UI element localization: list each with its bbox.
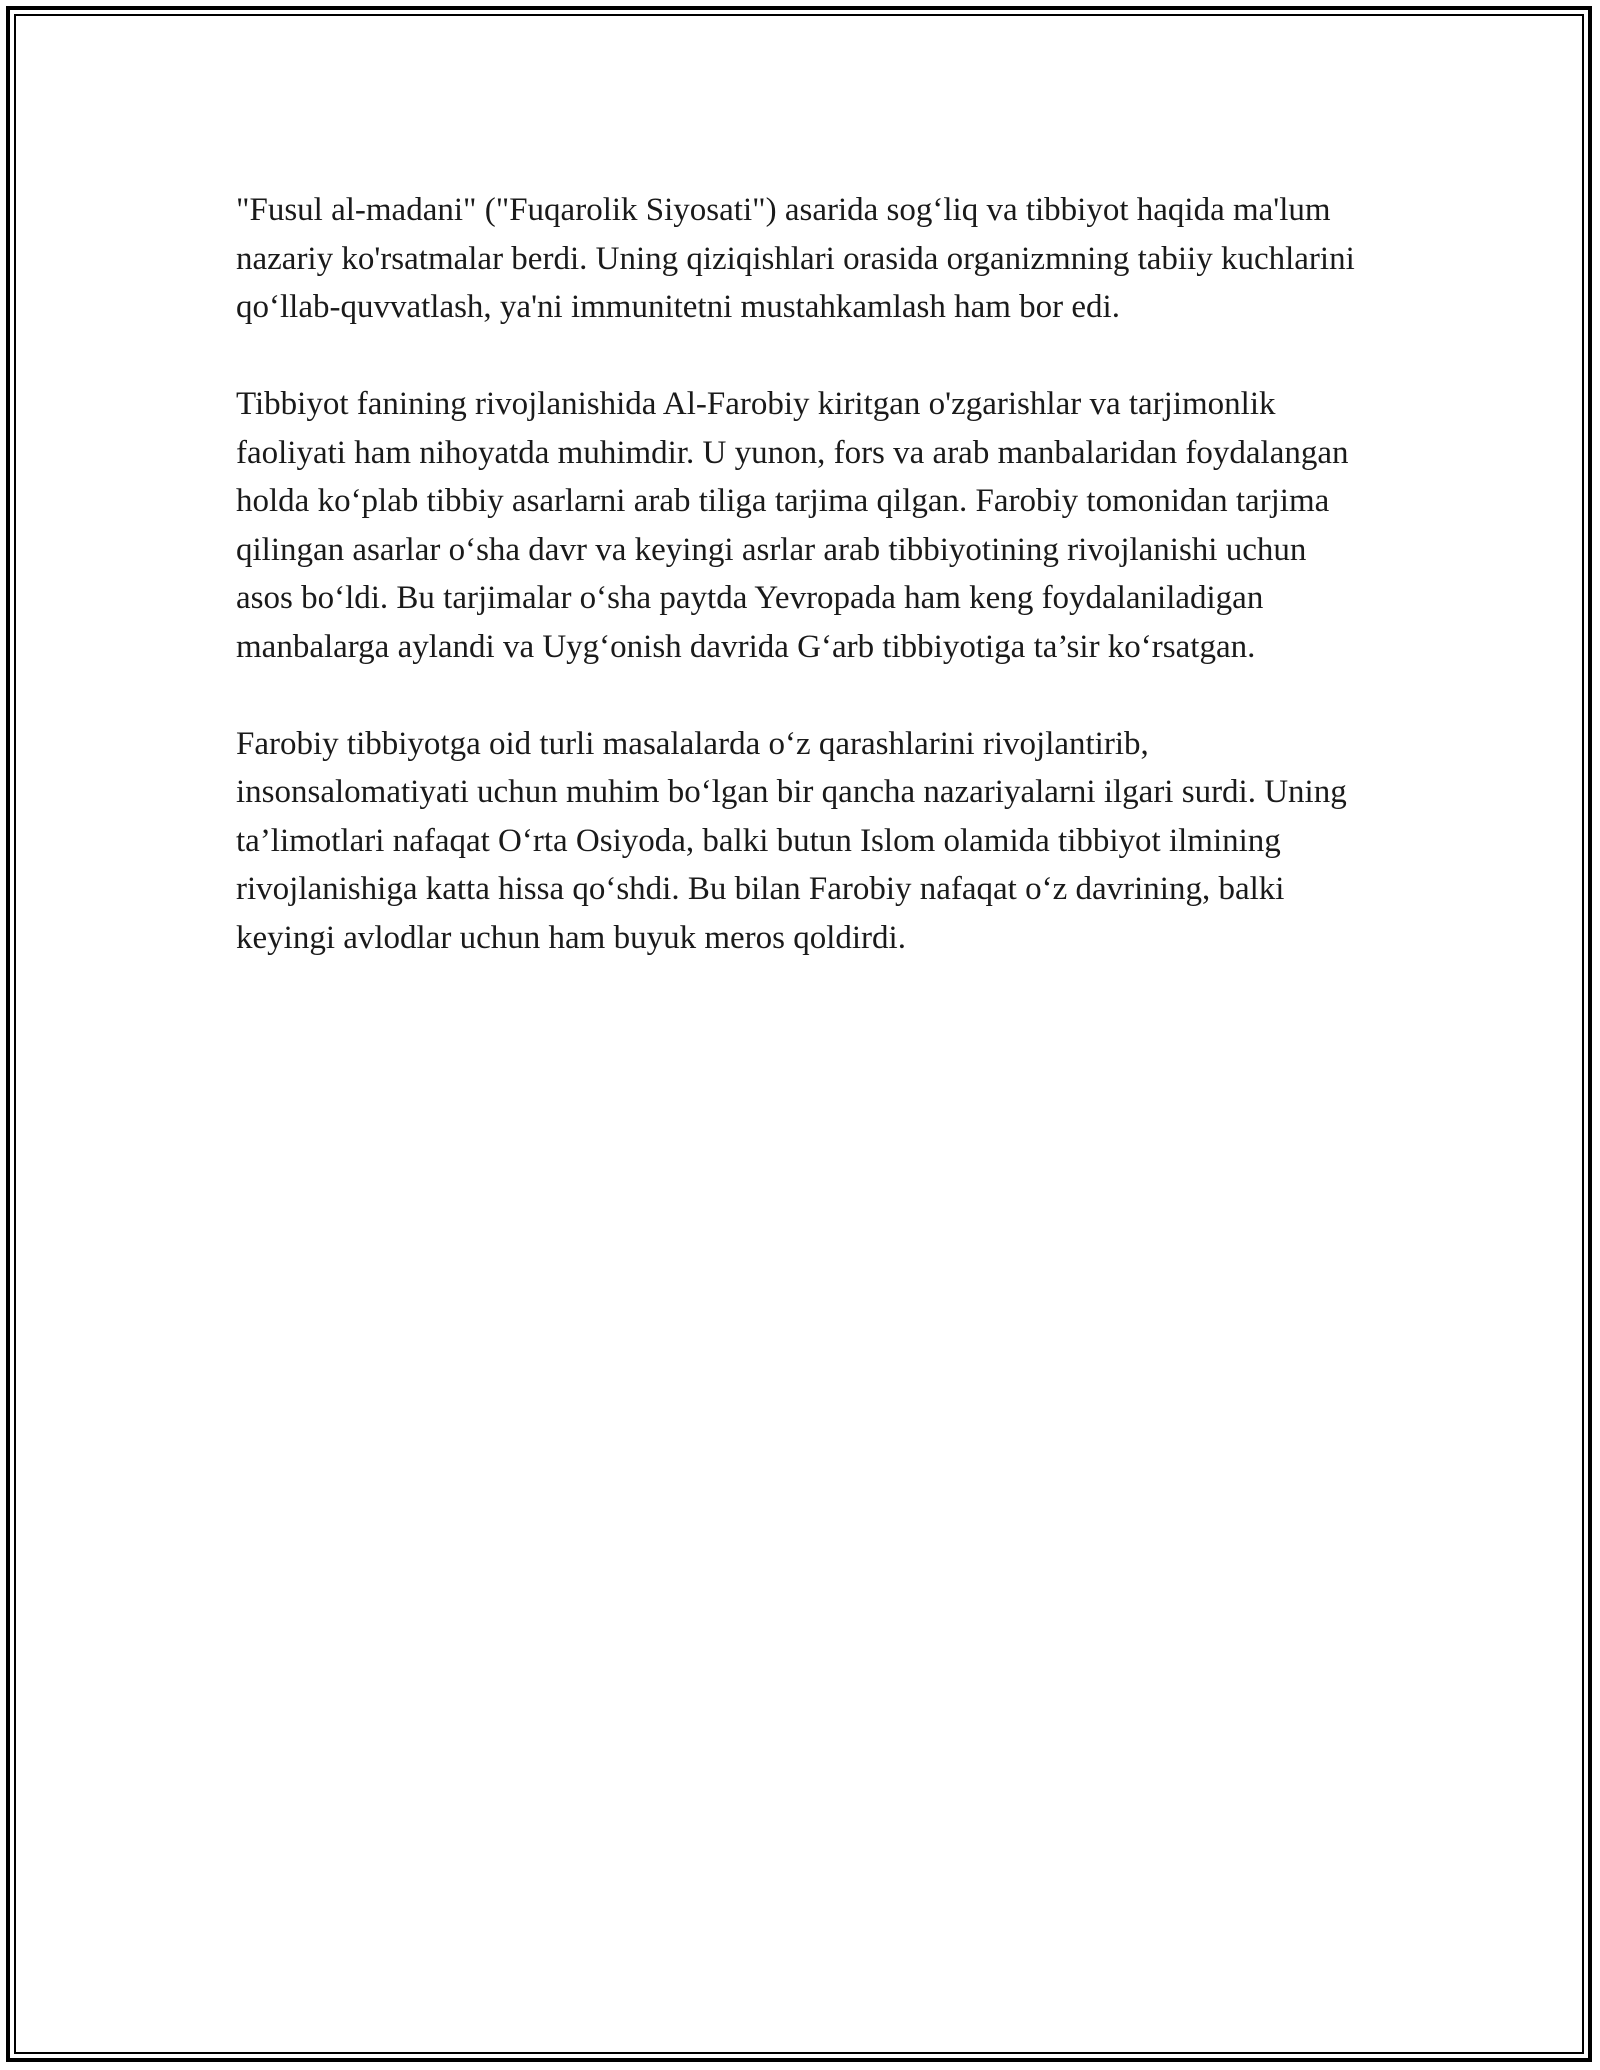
document-body bbox=[236, 186, 1366, 1011]
paragraph-2: Tibbiyot fanining rivojlanishida Al-Farobiy kiritgan o'zgarishlar va tarjimonlik faoliyati ham nihoyatda muhimdir. U yunon, fors va arab manbalaridan foydalangan holda ko‘plab tibbiy asarlarni arab tiliga tarjima qilgan. Farobiy tomonidan tarjima qilingan asarlar o‘sha davr va keyingi asrlar arab tibbiyotining rivojlanishi uchun asos bo‘ldi. Bu tarjimalar o‘sha paytda Yevropada ham keng foydalaniladigan manbalarga aylandi va Uyg‘onish davrida G‘arb tibbiyotiga ta’sir ko‘rsatgan. bbox=[236, 386, 1349, 665]
paragraph-3: Farobiy tibbiyotga oid turli masalalarda o‘z qarashlarini rivojlantirib, insonsalomatiyati uchun muhim bo‘lgan bir qancha nazariyalarni ilgari surdi. Uning ta’limotlari nafaqat O‘rta Osiyoda, balki butun Islom olamida tibbiyot ilmining rivojlanishiga katta hissa qo‘shdi. Bu bilan Farobiy nafaqat o‘z davrining, balki keyingi avlodlar uchun ham buyuk meros qoldirdi. bbox=[236, 725, 1347, 956]
paragraph-1: "Fusul al-madani" ("Fuqarolik Siyosati") asarida sog‘liq va tibbiyot haqida ma'lum nazariy ko'rsatmalar berdi. Uning qiziqishlari orasida organizmning tabiiy kuchlarini qo‘llab-quvvatlash, ya'ni immunitetni mustahkamlash ham bor edi. bbox=[236, 192, 1355, 325]
